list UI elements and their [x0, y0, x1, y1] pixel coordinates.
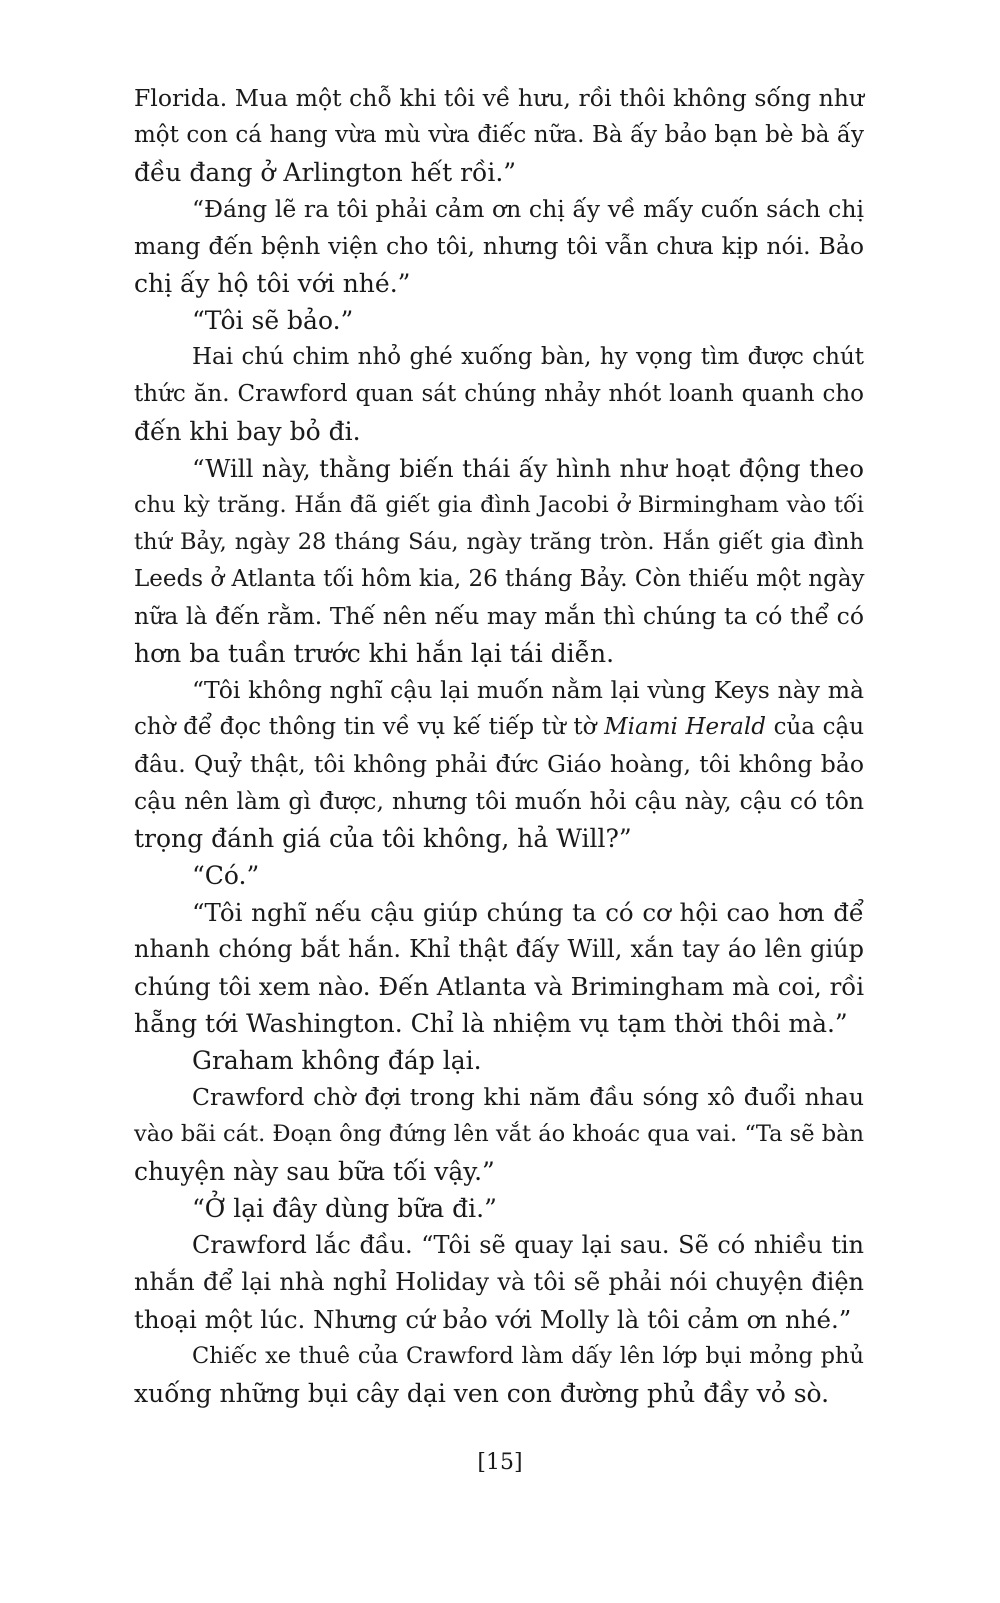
text-line: trọng đánh giá của tôi không, hả Will?”: [134, 824, 632, 853]
text-line: chị ấy hộ tôi với nhé.”: [134, 269, 411, 298]
page-number: [15]: [477, 1450, 523, 1475]
text-line: xuống những bụi cây dại ven con đường phủ đầy vỏ sò.: [134, 1379, 830, 1408]
text-line: Hai chú chim nhỏ ghé xuống bàn, hy vọng tìm được chút: [192, 344, 864, 370]
text-line: “Tôi không nghĩ cậu lại muốn nằm lại vùng Keys này mà: [192, 676, 864, 704]
text-line: “Tôi sẽ bảo.”: [192, 306, 354, 335]
text-line: hơn ba tuần trước khi hắn lại tái diễn.: [134, 639, 615, 668]
text-line: chuyện này sau bữa tối vậy.”: [134, 1157, 495, 1186]
text-line: “Ở lại đây dùng bữa đi.”: [192, 1194, 497, 1223]
text-line: Florida. Mua một chỗ khi tôi về hưu, rồi thôi không sống như: [134, 84, 864, 112]
text-line: Crawford lắc đầu. “Tôi sẽ quay lại sau. Sẽ có nhiều tin: [192, 1231, 864, 1259]
text-line: mang đến bệnh viện cho tôi, nhưng tôi vẫn chưa kịp nói. Bảo: [134, 232, 864, 260]
body-text: [134, 80, 864, 1412]
text-line: thoại một lúc. Nhưng cứ bảo với Molly là tôi cảm ơn nhé.”: [134, 1305, 852, 1334]
italic-title: Miami Herald: [604, 714, 766, 740]
text-line: hẵng tới Washington. Chỉ là nhiệm vụ tạm thời thôi mà.”: [134, 1009, 848, 1038]
text-segment: của cậu: [765, 714, 865, 740]
text-line: nữa là đến rằm. Thế nên nếu may mắn thì chúng ta có thể có: [134, 602, 864, 630]
text-line: Chiếc xe thuê của Crawford làm dấy lên lớp bụi mỏng phủ: [192, 1343, 864, 1369]
text-line: đâu. Quỷ thật, tôi không phải đức Giáo hoàng, tôi không bảo: [134, 750, 864, 778]
text-line: “Will này, thằng biến thái ấy hình như hoạt động theo: [192, 454, 864, 483]
text-line: vào bãi cát. Đoạn ông đứng lên vắt áo khoác qua vai. “Ta sẽ bàn: [134, 1121, 864, 1147]
text-line: [134, 709, 864, 746]
text-line: một con cá hang vừa mù vừa điếc nữa. Bà ấy bảo bạn bè bà ấy: [134, 122, 864, 148]
text-line: “Có.”: [192, 861, 260, 890]
text-line: “Tôi nghĩ nếu cậu giúp chúng ta có cơ hội cao hơn để: [192, 898, 864, 927]
text-line: thức ăn. Crawford quan sát chúng nhảy nhót loanh quanh cho: [134, 381, 864, 407]
text-line: Graham không đáp lại.: [192, 1046, 482, 1075]
text-line: “Đáng lẽ ra tôi phải cảm ơn chị ấy về mấy cuốn sách chị: [192, 195, 864, 223]
text-line: chúng tôi xem nào. Đến Atlanta và Brimingham mà coi, rồi: [134, 972, 865, 1001]
text-line: đến khi bay bỏ đi.: [134, 417, 361, 446]
text-line: cậu nên làm gì được, nhưng tôi muốn hỏi cậu này, cậu có tôn: [134, 787, 864, 815]
text-segment: chờ để đọc thông tin về vụ kế tiếp từ tờ: [134, 714, 605, 740]
text-line: nhanh chóng bắt hắn. Khỉ thật đấy Will, xắn tay áo lên giúp: [134, 935, 864, 963]
text-line: đều đang ở Arlington hết rồi.”: [134, 158, 517, 187]
text-line: nhắn để lại nhà nghỉ Holiday và tôi sẽ phải nói chuyện điện: [134, 1268, 864, 1296]
text-line: thứ Bảy, ngày 28 tháng Sáu, ngày trăng tròn. Hắn giết gia đình: [134, 529, 864, 555]
text-line: chu kỳ trăng. Hắn đã giết gia đình Jacobi ở Birmingham vào tối: [134, 492, 864, 518]
text-line: Crawford chờ đợi trong khi năm đầu sóng xô đuổi nhau: [192, 1083, 864, 1111]
text-line: Leeds ở Atlanta tối hôm kia, 26 tháng Bảy. Còn thiếu một ngày: [134, 566, 865, 592]
